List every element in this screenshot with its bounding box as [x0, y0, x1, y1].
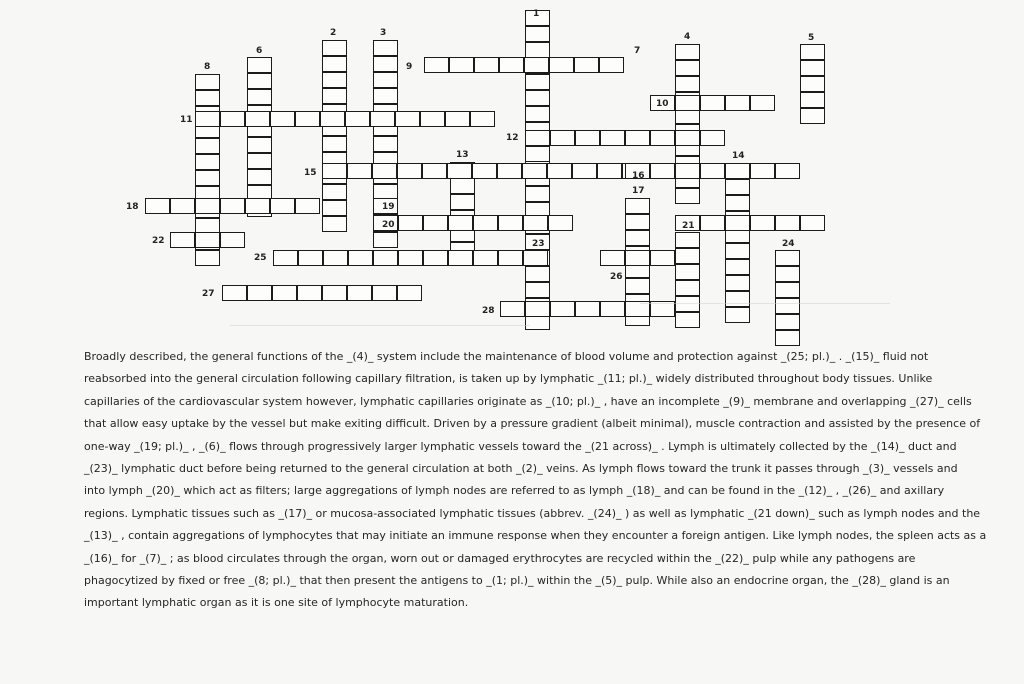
- grid-cell[interactable]: [373, 56, 398, 72]
- clue-number-label: 18: [126, 202, 139, 212]
- grid-cell[interactable]: [195, 138, 220, 154]
- grid-cell[interactable]: [725, 179, 750, 195]
- clue-number-label: 24: [782, 239, 795, 249]
- clue-number-label: 14: [732, 151, 745, 161]
- grid-cell[interactable]: [470, 111, 495, 127]
- grid-cell[interactable]: [370, 111, 395, 127]
- grid-cell[interactable]: [498, 250, 523, 266]
- grid-cell[interactable]: [750, 163, 775, 179]
- grid-cell[interactable]: [548, 215, 573, 231]
- grid-cell[interactable]: [170, 198, 195, 214]
- grid-cell[interactable]: [525, 282, 550, 298]
- grid-cell[interactable]: [373, 72, 398, 88]
- clue-number-label: 26: [610, 272, 623, 282]
- clue-number-label: 15: [304, 168, 317, 178]
- clue-line: that allow easy uptake by the vessel but make exiting difficult. Driven by a pressure gradient (albeit minimal), muscle contraction and assisted by the presence of: [84, 417, 981, 431]
- grid-cell[interactable]: [347, 285, 372, 301]
- grid-cell[interactable]: [550, 301, 575, 317]
- clue-number-label: 25: [254, 253, 267, 263]
- grid-cell[interactable]: [575, 130, 600, 146]
- grid-cell[interactable]: [195, 232, 220, 248]
- grid-cell[interactable]: [445, 111, 470, 127]
- grid-cell[interactable]: [424, 57, 449, 73]
- grid-cell[interactable]: [600, 250, 625, 266]
- grid-cell[interactable]: [373, 40, 398, 56]
- clue-number-label: 7: [634, 46, 641, 56]
- crossword-grid: [0, 0, 1024, 340]
- grid-cell[interactable]: [322, 285, 347, 301]
- grid-cell[interactable]: [372, 163, 397, 179]
- grid-cell[interactable]: [523, 215, 548, 231]
- grid-cell[interactable]: [348, 250, 373, 266]
- grid-cell[interactable]: [775, 163, 800, 179]
- grid-cell[interactable]: [247, 89, 272, 105]
- grid-cell[interactable]: [525, 26, 550, 42]
- grid-cell[interactable]: [272, 285, 297, 301]
- grid-cell[interactable]: [725, 291, 750, 307]
- grid-cell[interactable]: [373, 136, 398, 152]
- grid-cell[interactable]: [625, 230, 650, 246]
- grid-cell[interactable]: [675, 264, 700, 280]
- grid-cell[interactable]: [449, 57, 474, 73]
- grid-cell[interactable]: [597, 163, 622, 179]
- grid-cell[interactable]: [295, 111, 320, 127]
- grid-cell[interactable]: [525, 301, 550, 317]
- grid-cell[interactable]: [195, 170, 220, 186]
- grid-cell[interactable]: [675, 163, 700, 179]
- clue-number-label: 10: [656, 99, 669, 109]
- grid-cell[interactable]: [650, 163, 675, 179]
- grid-cell[interactable]: [800, 60, 825, 76]
- clue-line: regions. Lymphatic tissues such as _(17)_ or mucosa-associated lymphatic tissues (abbrev. _(24)_ ) as well as lymphatic _(21 down)_ such as lymph nodes and the: [84, 506, 981, 520]
- grid-cell[interactable]: [600, 130, 625, 146]
- clue-number-label: 4: [684, 32, 691, 42]
- clue-number-label: 20: [382, 220, 395, 230]
- grid-cell[interactable]: [700, 163, 725, 179]
- grid-cell[interactable]: [323, 250, 348, 266]
- grid-cell[interactable]: [270, 198, 295, 214]
- clue-line: _(16)_ for _(7)_ ; as blood circulates through the organ, worn out or damaged erythrocytes are recycled within the _(22)_ pulp while any pathogens are: [84, 551, 916, 565]
- grid-cell[interactable]: [625, 250, 650, 266]
- grid-cell[interactable]: [525, 42, 550, 58]
- grid-cell[interactable]: [422, 163, 447, 179]
- grid-cell[interactable]: [775, 250, 800, 266]
- grid-cell[interactable]: [675, 232, 700, 248]
- grid-cell[interactable]: [420, 111, 445, 127]
- grid-cell[interactable]: [499, 57, 524, 73]
- clue-number-label: 12: [506, 133, 519, 143]
- clue-line: _(23)_ lymphatic duct before being returned to the general circulation at both _(2)_ veins. As lymph flows toward the trunk it passes through _(3)_ vessels and: [84, 462, 958, 476]
- grid-cell[interactable]: [775, 330, 800, 346]
- grid-cell[interactable]: [473, 250, 498, 266]
- grid-cell[interactable]: [423, 250, 448, 266]
- grid-cell[interactable]: [322, 216, 347, 232]
- grid-cell[interactable]: [395, 111, 420, 127]
- grid-cell[interactable]: [574, 57, 599, 73]
- grid-cell[interactable]: [497, 163, 522, 179]
- grid-cell[interactable]: [547, 163, 572, 179]
- grid-cell[interactable]: [675, 188, 700, 204]
- grid-cell[interactable]: [472, 163, 497, 179]
- grid-cell[interactable]: [675, 60, 700, 76]
- clue-number-label: 23: [532, 239, 545, 249]
- grid-cell[interactable]: [447, 163, 472, 179]
- clue-number-label: 27: [202, 289, 215, 299]
- clue-number-label: 11: [180, 115, 193, 125]
- grid-cell[interactable]: [525, 74, 550, 90]
- grid-cell[interactable]: [775, 298, 800, 314]
- grid-cell[interactable]: [525, 146, 550, 162]
- clue-number-label: 19: [382, 202, 395, 212]
- grid-cell[interactable]: [295, 198, 320, 214]
- grid-cell[interactable]: [800, 76, 825, 92]
- grid-cell[interactable]: [800, 108, 825, 124]
- grid-cell[interactable]: [750, 95, 775, 111]
- grid-cell[interactable]: [220, 111, 245, 127]
- clue-number-label: 21: [682, 221, 695, 231]
- clue-line: capillaries of the cardiovascular system however, lymphatic capillaries originate as _(10; pl.)_ , have an incomplete _(9)_ membrane and overlapping _(27)_ cells: [84, 394, 972, 408]
- grid-cell[interactable]: [247, 169, 272, 185]
- grid-cell[interactable]: [398, 215, 423, 231]
- grid-cell[interactable]: [220, 232, 245, 248]
- grid-cell[interactable]: [195, 90, 220, 106]
- clue-number-label: 16: [632, 171, 645, 181]
- grid-cell[interactable]: [245, 198, 270, 214]
- grid-cell[interactable]: [270, 111, 295, 127]
- grid-cell[interactable]: [800, 92, 825, 108]
- clue-number-label: 1: [533, 9, 540, 19]
- grid-cell[interactable]: [373, 250, 398, 266]
- grid-cell[interactable]: [297, 285, 322, 301]
- grid-cell[interactable]: [247, 57, 272, 73]
- grid-cell[interactable]: [775, 215, 800, 231]
- clue-line: important lymphatic organ as it is one site of lymphocyte maturation.: [84, 596, 469, 610]
- grid-cell[interactable]: [524, 57, 549, 73]
- grid-cell[interactable]: [525, 186, 550, 202]
- clue-number-label: 13: [456, 150, 469, 160]
- grid-cell[interactable]: [322, 184, 347, 200]
- grid-cell[interactable]: [247, 73, 272, 89]
- clue-line: phagocytized by fixed or free _(8; pl.)_ that then present the antigens to _(1; pl.)_ within the _(5)_ pulp. While also an endocrine organ, the _(28)_ gland is an: [84, 574, 950, 588]
- grid-cell[interactable]: [600, 301, 625, 317]
- grid-cell[interactable]: [750, 215, 775, 231]
- scan-smudge: [640, 303, 890, 304]
- grid-cell[interactable]: [322, 72, 347, 88]
- grid-cell[interactable]: [700, 215, 725, 231]
- grid-cell[interactable]: [675, 296, 700, 312]
- grid-cell[interactable]: [397, 285, 422, 301]
- grid-cell[interactable]: [448, 215, 473, 231]
- grid-cell[interactable]: [525, 90, 550, 106]
- grid-cell[interactable]: [170, 232, 195, 248]
- grid-cell[interactable]: [195, 74, 220, 90]
- grid-cell[interactable]: [373, 232, 398, 248]
- grid-cell[interactable]: [273, 250, 298, 266]
- grid-cell[interactable]: [675, 312, 700, 328]
- grid-cell[interactable]: [322, 200, 347, 216]
- grid-cell[interactable]: [625, 130, 650, 146]
- grid-cell[interactable]: [347, 163, 372, 179]
- clue-line: into lymph _(20)_ which act as filters; large aggregations of lymph nodes are referred to as lymph _(18)_ and can be found in the _(12)_ , _(26)_ and axillary: [84, 484, 945, 498]
- grid-cell[interactable]: [725, 307, 750, 323]
- grid-cell[interactable]: [675, 130, 700, 146]
- grid-cell[interactable]: [775, 282, 800, 298]
- grid-cell[interactable]: [450, 178, 475, 194]
- grid-cell[interactable]: [397, 163, 422, 179]
- grid-cell[interactable]: [423, 215, 448, 231]
- clue-line: Broadly described, the general functions of the _(4)_ system include the maintenance of blood volume and protection against _(25; pl.)_ . _(15)_ fluid not: [84, 350, 929, 363]
- grid-cell[interactable]: [725, 243, 750, 259]
- grid-cell[interactable]: [322, 40, 347, 56]
- scan-smudge: [230, 325, 530, 326]
- grid-cell[interactable]: [473, 215, 498, 231]
- clue-line: reabsorbed into the general circulation following capillary filtration, is taken up by lymphatic _(11; pl.)_ widely distributed throughout body tissues. Unlike: [84, 372, 933, 386]
- grid-cell[interactable]: [625, 214, 650, 230]
- grid-cell[interactable]: [775, 314, 800, 330]
- grid-cell[interactable]: [725, 163, 750, 179]
- clue-line: one-way _(19; pl.)_ , _(6)_ flows through progressively larger lymphatic vessels toward the _(21 across)_ . Lymph is ultimately collected by the _(14)_ duct and: [84, 439, 957, 453]
- grid-cell[interactable]: [675, 248, 700, 264]
- clue-number-label: 8: [204, 62, 211, 72]
- clue-number-label: 6: [256, 46, 263, 56]
- clue-number-label: 3: [380, 28, 387, 38]
- grid-cell[interactable]: [725, 259, 750, 275]
- grid-cell[interactable]: [320, 111, 345, 127]
- grid-cell[interactable]: [195, 250, 220, 266]
- grid-cell[interactable]: [675, 95, 700, 111]
- grid-cell[interactable]: [372, 285, 397, 301]
- grid-cell[interactable]: [572, 163, 597, 179]
- clue-paragraph: [84, 346, 987, 615]
- grid-cell[interactable]: [625, 278, 650, 294]
- grid-cell[interactable]: [725, 215, 750, 231]
- grid-cell[interactable]: [675, 280, 700, 296]
- grid-cell[interactable]: [247, 285, 272, 301]
- grid-cell[interactable]: [725, 195, 750, 211]
- grid-cell[interactable]: [525, 106, 550, 122]
- clue-number-label: 2: [330, 28, 337, 38]
- grid-cell[interactable]: [725, 95, 750, 111]
- grid-cell[interactable]: [448, 250, 473, 266]
- grid-cell[interactable]: [220, 198, 245, 214]
- grid-cell[interactable]: [145, 198, 170, 214]
- grid-cell[interactable]: [549, 57, 574, 73]
- grid-cell[interactable]: [322, 163, 347, 179]
- grid-cell[interactable]: [675, 44, 700, 60]
- grid-cell[interactable]: [599, 57, 624, 73]
- grid-cell[interactable]: [298, 250, 323, 266]
- grid-cell[interactable]: [247, 153, 272, 169]
- grid-cell[interactable]: [322, 88, 347, 104]
- grid-cell[interactable]: [195, 111, 220, 127]
- grid-cell[interactable]: [322, 56, 347, 72]
- grid-cell[interactable]: [725, 275, 750, 291]
- grid-cell[interactable]: [700, 130, 725, 146]
- grid-cell[interactable]: [650, 130, 675, 146]
- grid-cell[interactable]: [322, 136, 347, 152]
- grid-cell[interactable]: [700, 95, 725, 111]
- grid-cell[interactable]: [575, 301, 600, 317]
- grid-cell[interactable]: [245, 111, 270, 127]
- grid-cell[interactable]: [522, 163, 547, 179]
- grid-cell[interactable]: [525, 266, 550, 282]
- grid-cell[interactable]: [800, 44, 825, 60]
- clue-number-label: 17: [632, 186, 645, 196]
- clue-number-label: 22: [152, 236, 165, 246]
- grid-cell[interactable]: [550, 130, 575, 146]
- grid-cell[interactable]: [474, 57, 499, 73]
- clue-number-label: 5: [808, 33, 815, 43]
- grid-cell[interactable]: [625, 198, 650, 214]
- grid-cell[interactable]: [450, 194, 475, 210]
- clue-number-label: 28: [482, 306, 495, 316]
- grid-cell[interactable]: [195, 198, 220, 214]
- grid-cell[interactable]: [398, 250, 423, 266]
- grid-cell[interactable]: [800, 215, 825, 231]
- grid-cell[interactable]: [373, 88, 398, 104]
- grid-cell[interactable]: [195, 154, 220, 170]
- grid-cell[interactable]: [775, 266, 800, 282]
- clue-line: _(13)_ , contain aggregations of lymphocytes that may initiate an immune response when they encounter a foreign antigen. Like lymph nodes, the spleen acts as a: [84, 529, 987, 543]
- grid-cell[interactable]: [525, 130, 550, 146]
- grid-cell[interactable]: [222, 285, 247, 301]
- grid-cell[interactable]: [247, 137, 272, 153]
- grid-cell[interactable]: [650, 250, 675, 266]
- grid-cell[interactable]: [500, 301, 525, 317]
- grid-cell[interactable]: [523, 250, 548, 266]
- clue-number-label: 9: [406, 62, 413, 72]
- grid-cell[interactable]: [675, 76, 700, 92]
- grid-cell[interactable]: [345, 111, 370, 127]
- grid-cell[interactable]: [498, 215, 523, 231]
